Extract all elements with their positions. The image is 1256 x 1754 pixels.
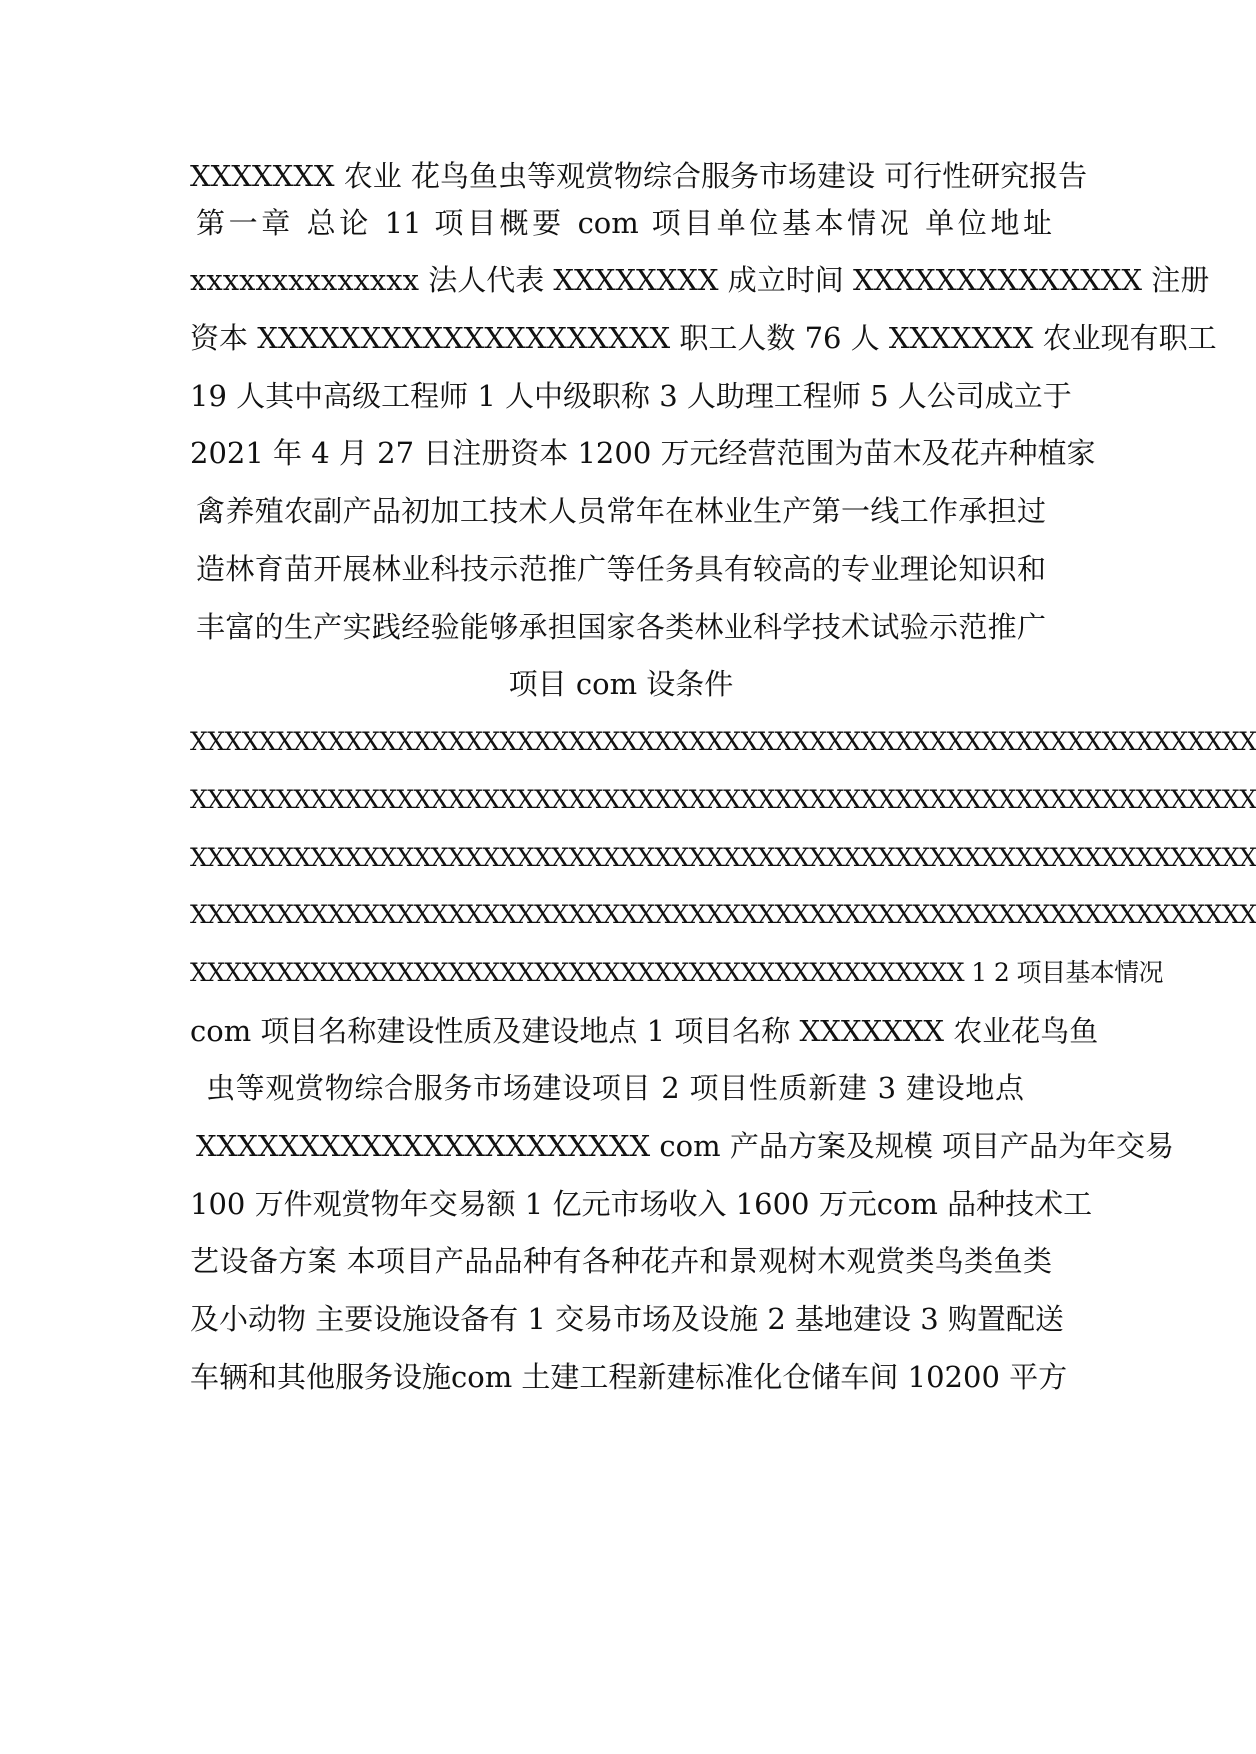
- section-title-line: 项目 com 设条件: [508, 667, 734, 701]
- body-text-line: xxxxxxxxxxxxxx 法人代表 XXXXXXXX 成立时间 XXXXXXXXXXXXXX 注册: [190, 263, 1210, 297]
- body-text-line: 艺设备方案 本项目产品品种有各种花卉和景观树木观赏类鸟类鱼类: [190, 1244, 1052, 1278]
- body-text-line: com 项目名称建设性质及建设地点 1 项目名称 XXXXXXX 农业花鸟鱼: [190, 1014, 1099, 1048]
- body-text-line: 100 万件观赏物年交易额 1 亿元市场收入 1600 万元com 品种技术工: [190, 1187, 1093, 1221]
- chapter-heading-line: 第一章 总论 11 项目概要 com 项目单位基本情况 单位地址: [196, 206, 1052, 240]
- body-text-line: 禽养殖农副产品初加工技术人员常年在林业生产第一线工作承担过: [196, 494, 1046, 528]
- body-text-line: 造林育苗开展林业科技示范推广等任务具有较高的专业理论知识和: [196, 552, 1046, 586]
- body-text-line: 2021 年 4 月 27 日注册资本 1200 万元经营范围为苗木及花卉种植家: [190, 436, 1096, 470]
- redacted-text-line: XXXXXXXXXXXXXXXXXXXXXXXXXXXXXXXXXXXXXXXXXXXXXXXXXXXXXXXXXXXXXX: [190, 785, 1256, 814]
- body-text-line: 资本 XXXXXXXXXXXXXXXXXXXX 职工人数 76 人 XXXXXXX 农业现有职工: [190, 321, 1217, 355]
- body-text-line: 19 人其中高级工程师 1 人中级职称 3 人助理工程师 5 人公司成立于: [190, 379, 1072, 413]
- redacted-text-line: XXXXXXXXXXXXXXXXXXXXXXXXXXXXXXXXXXXXXXXXXXXXXXXXXXXXXXXXXXXXXX: [190, 727, 1256, 756]
- body-text-line: XXXXXXXXXXXXXXXXXXXXXX com 产品方案及规模 项目产品为年交易: [196, 1129, 1175, 1163]
- section-heading-line: XXXXXXXXXXXXXXXXXXXXXXXXXXXXXXXXXXXXXXXXXXXXX 1 2 项目基本情况: [190, 958, 1163, 987]
- report-title-line: XXXXXXX 农业 花鸟鱼虫等观赏物综合服务市场建设 可行性研究报告: [190, 159, 1088, 193]
- body-text-line: 及小动物 主要设施设备有 1 交易市场及设施 2 基地建设 3 购置配送: [190, 1302, 1064, 1336]
- body-text-line: 丰富的生产实践经验能够承担国家各类林业科学技术试验示范推广: [196, 610, 1046, 644]
- body-text-line: 虫等观赏物综合服务市场建设项目 2 项目性质新建 3 建设地点: [206, 1071, 1024, 1105]
- body-text-line: 车辆和其他服务设施com 土建工程新建标准化仓储车间 10200 平方: [190, 1360, 1068, 1394]
- redacted-text-line: XXXXXXXXXXXXXXXXXXXXXXXXXXXXXXXXXXXXXXXXXXXXXXXXXXXXXXXXXXXXXX: [190, 900, 1256, 929]
- redacted-text-line: XXXXXXXXXXXXXXXXXXXXXXXXXXXXXXXXXXXXXXXXXXXXXXXXXXXXXXXXXXXXXX: [190, 843, 1256, 872]
